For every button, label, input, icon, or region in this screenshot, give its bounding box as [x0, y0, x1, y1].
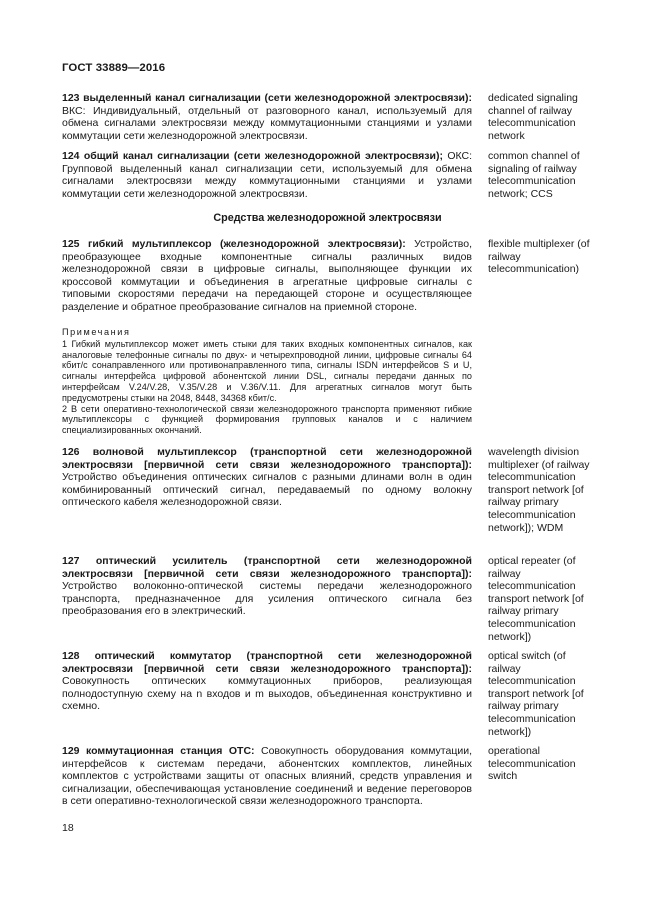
page-number: 18: [62, 822, 74, 834]
term-definition: Устройство объединения оптических сигналов с разными длинами волн в один комбинированный оптический сигнал, передаваемый по одному волокну оптического кабеля железнодорожной связи.: [62, 471, 472, 509]
term-definition: ВКС: Индивидуальный, отдельный от разговорного канал, используемый для обмена сигналами электросвязи между коммутационными станциями и узлами коммутации сети железнодорожной электросвязи.: [62, 104, 472, 142]
term-english: common channel of signaling of railway telecommunication network; CCS: [488, 150, 580, 200]
note-item: 2 В сети оперативно-технологической связи железнодорожного транспорта применяют гибкие мультиплексоры с функцией формирования групповых каналов и с наличием специализированных окончаний.: [62, 403, 472, 436]
term-english: dedicated signaling channel of railway telecommunication network: [488, 92, 578, 142]
notes-title: Примечания: [62, 327, 131, 337]
standard-header: ГОСТ 33889—2016: [62, 62, 166, 74]
term-definition: Устройство волоконно-оптической системы передачи железнодорожного транспорта, предназначенное для усиления оптического сигнала без преобразования его в электрический.: [62, 580, 472, 618]
term-english: wavelength division multiplexer (of railway telecommunication transport network [of railway primary telecommunication network]); WDM: [488, 446, 590, 534]
section-title: Средства железнодорожной электросвязи: [213, 212, 442, 224]
term-name: 123 выделенный канал сигнализации (сети железнодорожной электросвязи):: [62, 92, 472, 104]
term-russian: [62, 92, 472, 142]
term-definition: Устройство, преобразующее входные компонентные сигналы различных видов железнодорожной связи в цифровые сигналы, выполняющее функции их кроссовой коммутации и объединения в агрегатные цифровые сигналы с типовыми скоростями передачи на передающей стороне и осуществляющее разделение и обратное преобразование сигналов на приемной стороне.: [62, 238, 472, 313]
term-name: 126 волновой мультиплексор (транспортной сети железнодорожной электросвязи [первичной сети связи железнодорожного транспорта]):: [62, 446, 472, 471]
term-russian: [62, 238, 472, 314]
term-english: flexible multiplexer (of railway telecommunication): [488, 238, 590, 276]
term-russian: [62, 555, 472, 618]
term-definition: Совокупность оборудования коммутации, интерфейсов к системам передачи, абонентских комплектов, линейных комплектов с устройствами защиты от опасных влияний, средств управления и сигнализации, обеспечивающая установление соединений и ведение переговоров в сети оперативно-технологической связи железнодорожного транспорта.: [62, 745, 472, 808]
term-russian: [62, 650, 472, 713]
note-item: 1 Гибкий мультиплексор может иметь стыки для таких входных компонентных сигналов, как аналоговые телефонные сигналы по двух- и четырехпроводной линии, цифровые сигналы 64 кбит/с сонаправленного или противонаправленного типа, сигналы ISDN интерфейсов S и U, сигналы интерфейса цифровой абонентской линии DSL, сигналы передачи данных по интерфейсам V.24/V.28, V.35/V.28 и V.36/V.11. Для агрегатных сигналов могут быть предусмотрены стыки на 2048, 8448, 34368 кбит/с.: [62, 338, 472, 403]
term-name: 129 коммутационная станция ОТС:: [62, 745, 255, 757]
term-english: optical switch (of railway telecommunication transport network [of railway primary telecommunication network]): [488, 650, 584, 738]
term-name: 124 общий канал сигнализации (сети железнодорожной электросвязи);: [62, 150, 443, 162]
term-name: 127 оптический усилитель (транспортной сети железнодорожной электросвязи [первичной сети связи железнодорожного транспорта]):: [62, 555, 472, 580]
term-russian: [62, 446, 472, 509]
term-name: 128 оптический коммутатор (транспортной сети железнодорожной электросвязи [первичной сети связи железнодорожного транспорта]):: [62, 650, 472, 675]
term-definition: Совокупность оптических коммутационных приборов, реализующая полнодоступную схему на n входов и m выходов, объединенная конструктивно и схемно.: [62, 675, 472, 713]
term-english: optical repeater (of railway telecommunication transport network [of railway primary telecommunication network]): [488, 555, 584, 643]
term-english: operational telecommunication switch: [488, 745, 576, 783]
term-russian: [62, 745, 472, 808]
term-name: 125 гибкий мультиплексор (железнодорожной электросвязи):: [62, 238, 406, 250]
term-russian: [62, 150, 472, 200]
term-definition: ОКС: Групповой выделенный канал сигнализации сети, используемый для обмена сигналами электросвязи между коммутационными станциями и узлами коммутации сети железнодорожной электросвязи.: [62, 150, 472, 200]
notes-block: [62, 327, 472, 436]
